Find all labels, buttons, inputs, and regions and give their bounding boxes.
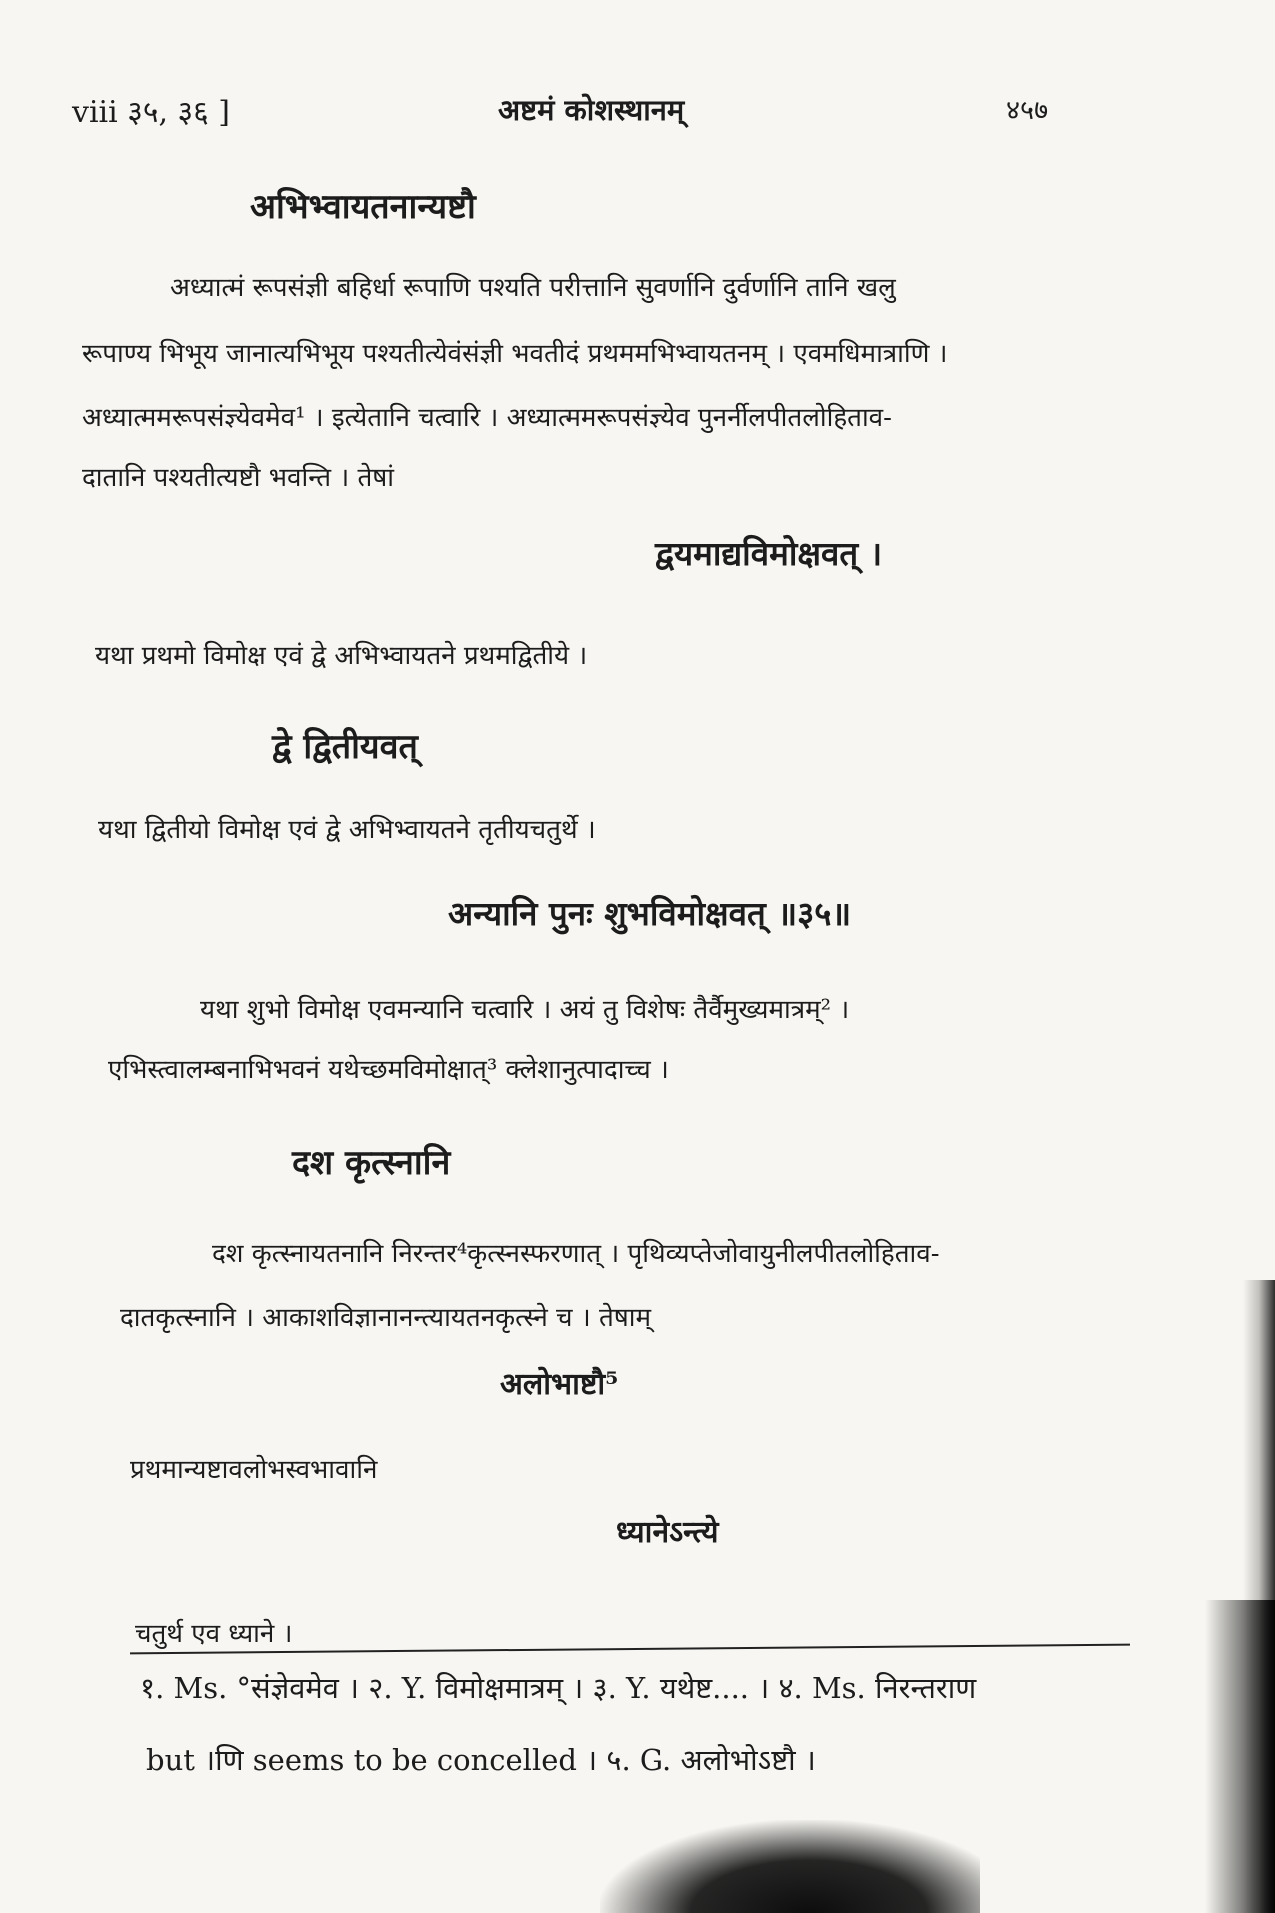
para1-line2: रूपाण्य भिभूय जानात्यभिभूय पश्यतीत्येवंसंज्ञी भवतीदं प्रथममभिभ्वायतनम् । एवमधिमात्राणि । <box>82 339 948 369</box>
footnote-line2: but ।णि seems to be concelled । ५. G. अलोभोऽष्टौ । <box>146 1743 816 1777</box>
running-header-left: viii ३५, ३६ ] <box>72 95 230 130</box>
heading-abhibhvayatana: अभिभ्वायतनान्यष्टौ <box>250 187 476 227</box>
para3: यथा द्वितीयो विमोक्ष एवं द्वे अभिभ्वायतने तृतीयचतुर्थे । <box>98 815 596 845</box>
heading-dasha-kritsnani: दश कृत्स्नानि <box>292 1143 451 1183</box>
verse-dve-dvitiyavat: द्वे द्वितीयवत् <box>272 727 418 767</box>
para1-line1: अध्यात्मं रूपसंज्ञी बहिर्धा रूपाणि पश्यति परीत्तानि सुवर्णानि दुर्वर्णानि तानि खलु <box>170 273 896 303</box>
verse-anyani: अन्यानि पुनः शुभविमोक्षवत् ॥३५॥ <box>448 894 852 933</box>
para4-line1: यथा शुभो विमोक्ष एवमन्यानि चत्वारि । अयं तु विशेषः तैर्वैमुख्यमात्रम्² । <box>200 995 850 1025</box>
page-number: ४५७ <box>1006 95 1049 126</box>
para1-line3: अध्यात्ममरूपसंज्ञ्येवमेव¹ । इत्येतानि चत्वारि । अध्यात्ममरूपसंज्ञ्येव पुनर्नीलपीतलोहिताव- <box>82 403 892 433</box>
verse-dvayam: द्वयमाद्यविमोक्षवत् । <box>655 534 883 573</box>
running-header-title: अष्टमं कोशस्थानम् <box>498 93 685 127</box>
para7: चतुर्थ एव ध्याने । <box>135 1619 293 1649</box>
para5-line2: दातकृत्स्नानि । आकाशविज्ञानानन्त्यायतनकृत्स्ने च । तेषाम् <box>120 1303 652 1333</box>
para6: प्रथमान्यष्टावलोभस्वभावानि <box>130 1455 378 1485</box>
footnote-line1: १. Ms. °संज्ञेवमेव । २. Y. विमोक्षमात्रम् । ३. Y. यथेष्ट.... । ४. Ms. निरन्तराण <box>140 1671 977 1705</box>
para5-line1: दश कृत्स्नायतनानि निरन्तर⁴कृत्स्नस्फरणात् । पृथिव्यप्तेजोवायुनीलपीतलोहिताव- <box>212 1239 940 1269</box>
verse-alobhashtau: अलोभाष्टौ⁵ <box>500 1367 619 1402</box>
verse-dhyane-antye: ध्यानेऽन्त्ये <box>616 1515 719 1550</box>
scan-corner-shadow <box>1205 1600 1275 1913</box>
para2: यथा प्रथमो विमोक्ष एवं द्वे अभिभ्वायतने प्रथमद्वितीये । <box>95 641 588 671</box>
scan-bottom-smudge <box>600 1820 980 1913</box>
para4-line2: एभिस्त्वालम्बनाभिभवनं यथेच्छमविमोक्षात्³ क्लेशानुत्पादाच्च । <box>108 1055 669 1085</box>
para1-line4: दातानि पश्यतीत्यष्टौ भवन्ति । तेषां <box>82 463 395 493</box>
